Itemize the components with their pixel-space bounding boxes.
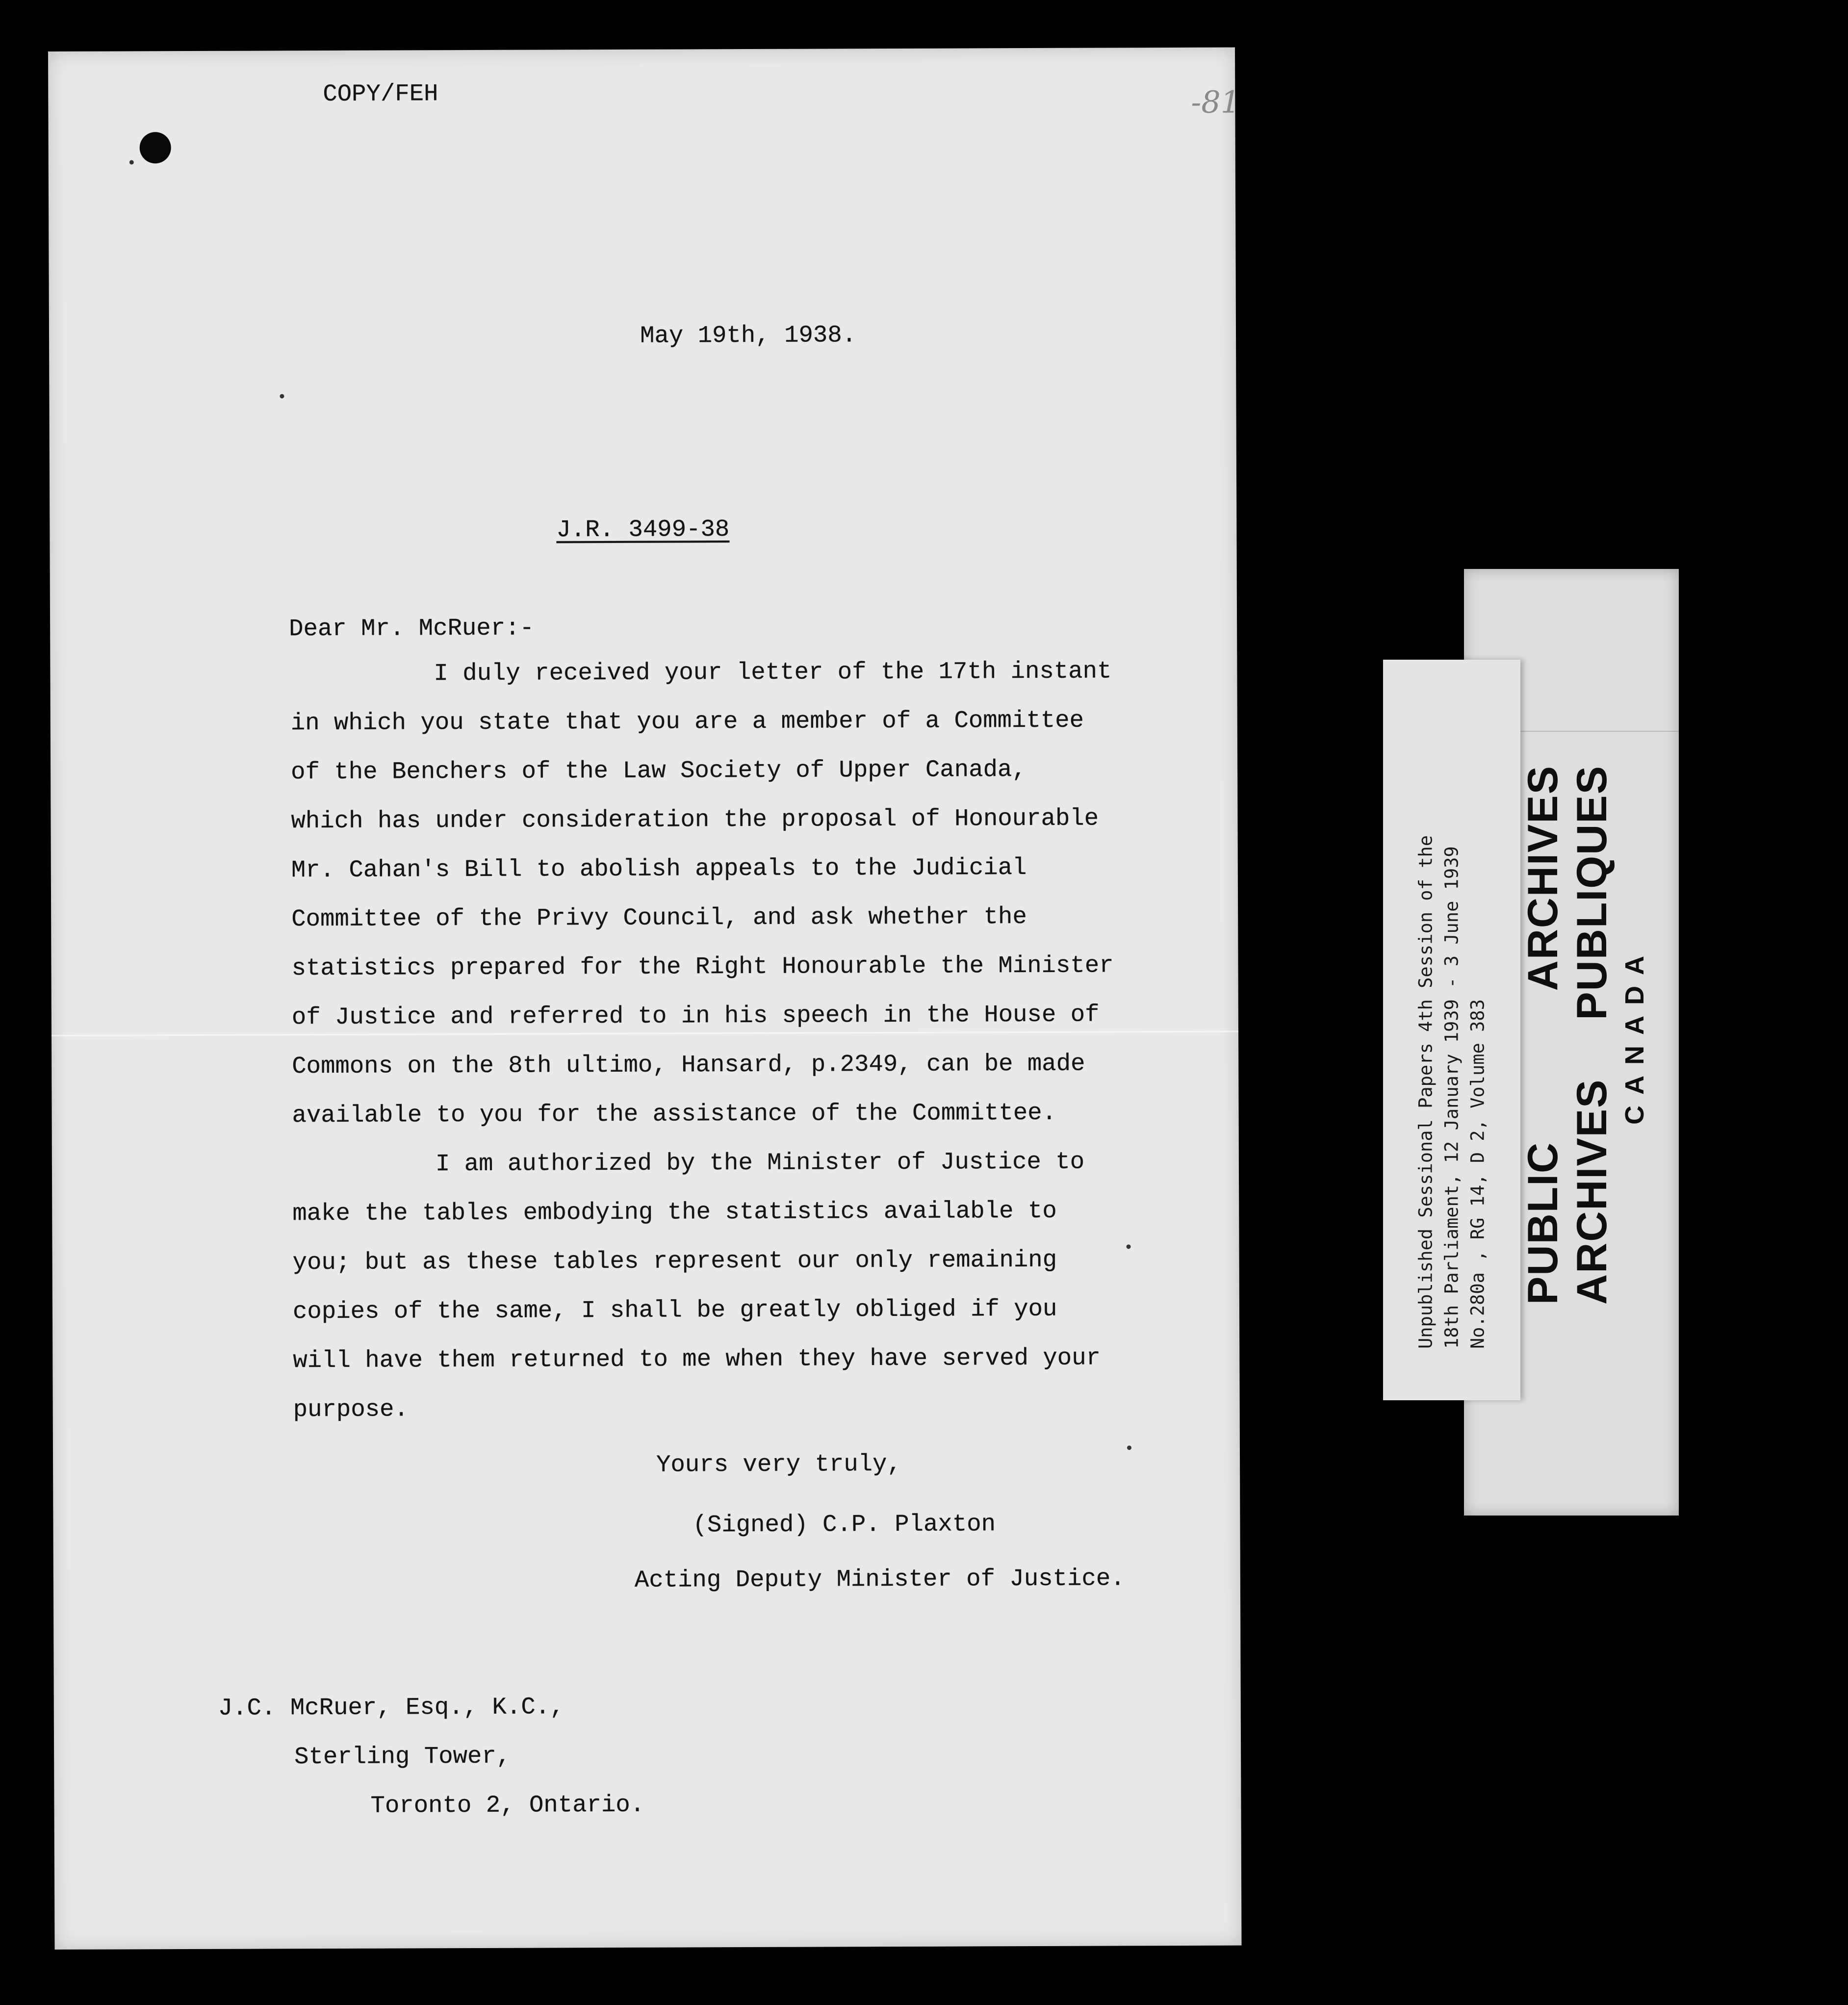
body-line: copies of the same, I shall be greatly obliged if you bbox=[292, 1295, 1057, 1326]
stamp-line-english bbox=[1518, 765, 1567, 1305]
body-line: I am authorized by the Minister of Justice to bbox=[435, 1148, 1085, 1178]
stamp-line-french bbox=[1567, 765, 1617, 1305]
letter-date: May 19th, 1938. bbox=[640, 321, 857, 350]
speck bbox=[1127, 1244, 1131, 1249]
archives-stamp bbox=[1486, 579, 1682, 1491]
body-line: available to you for the assistance of the Committee. bbox=[292, 1099, 1057, 1130]
address-line: Sterling Tower, bbox=[294, 1742, 511, 1771]
body-line: which has under consideration the proposal of Honourable bbox=[291, 804, 1099, 835]
archive-source-line: Unpublished Sessional Papers 4th Session of the bbox=[1415, 835, 1437, 1349]
body-line: I duly received your letter of the 17th instant bbox=[434, 657, 1112, 688]
speck bbox=[129, 160, 134, 164]
address-line: J.C. McRuer, Esq., K.C., bbox=[218, 1693, 565, 1722]
stamp-country: CANADA bbox=[1620, 945, 1649, 1125]
body-line: Commons on the 8th ultimo, Hansard, p.2349, can be made bbox=[292, 1050, 1085, 1080]
body-line: Mr. Cahan's Bill to abolish appeals to the Judicial bbox=[291, 854, 1027, 884]
archive-source-line: 18th Parliament, 12 January 1939 - 3 June 1939 bbox=[1441, 846, 1463, 1349]
salutation: Dear Mr. McRuer:- bbox=[289, 614, 535, 643]
letter-page bbox=[48, 48, 1241, 1950]
body-line: you; but as these tables represent our only remaining bbox=[292, 1246, 1057, 1277]
speck bbox=[1127, 1445, 1131, 1450]
stamp-word: PUBLIC bbox=[1519, 1141, 1566, 1305]
speck bbox=[280, 394, 284, 398]
signature: (Signed) C.P. Plaxton bbox=[693, 1510, 996, 1539]
stamp-word: PUBLIQUES bbox=[1568, 765, 1616, 1020]
body-line: purpose. bbox=[293, 1395, 409, 1424]
address-line: Toronto 2, Ontario. bbox=[370, 1791, 645, 1820]
signer-title: Acting Deputy Minister of Justice. bbox=[634, 1565, 1125, 1594]
stamp-word: ARCHIVES bbox=[1568, 1079, 1616, 1305]
body-line: of the Benchers of the Law Society of Upper Canada, bbox=[291, 756, 1027, 786]
reference-number: J.R. 3499-38 bbox=[556, 515, 730, 544]
stamp-word: ARCHIVES bbox=[1519, 765, 1566, 991]
closing: Yours very truly, bbox=[656, 1450, 902, 1479]
copy-mark: COPY/FEH bbox=[323, 80, 438, 108]
body-line: make the tables embodying the statistics available to bbox=[292, 1197, 1057, 1228]
body-line: of Justice and referred to in his speech in the House of bbox=[291, 1001, 1100, 1031]
fold-line bbox=[51, 1031, 1238, 1036]
punch-hole bbox=[140, 132, 171, 163]
body-line: will have them returned to me when they have served your bbox=[293, 1344, 1101, 1375]
body-line: Committee of the Privy Council, and ask whether the bbox=[291, 903, 1027, 933]
archive-source-text bbox=[1413, 711, 1491, 1349]
folio-mark: -81 bbox=[1191, 84, 1240, 120]
body-line: in which you state that you are a member of a Committee bbox=[290, 706, 1084, 737]
archive-source-line: No.280a , RG 14, D 2, Volume 383 bbox=[1467, 999, 1489, 1349]
body-line: statistics prepared for the Right Honourable the Minister bbox=[291, 951, 1114, 982]
